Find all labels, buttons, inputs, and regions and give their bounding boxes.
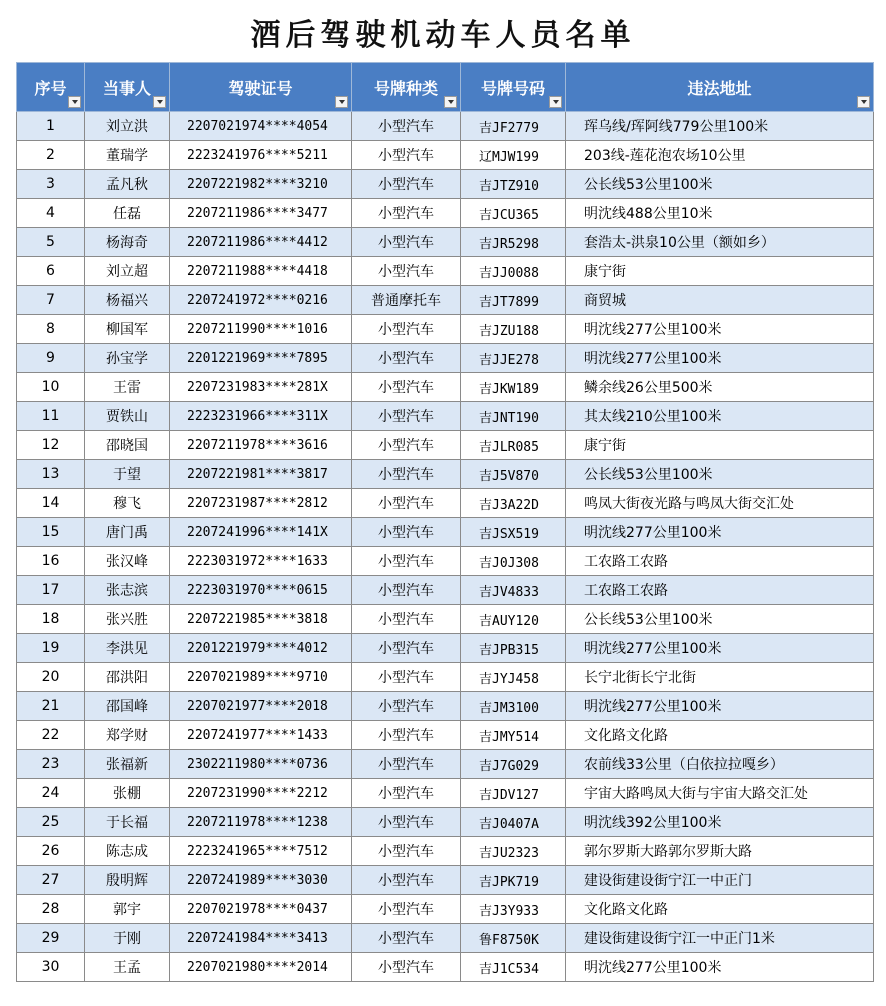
cell-plate-number: 吉JTZ910: [461, 170, 566, 199]
cell-seq: 30: [17, 953, 85, 982]
table-row: [17, 953, 874, 982]
cell-address: 明沈线392公里100米: [566, 808, 874, 837]
table-row: [17, 402, 874, 431]
cell-seq: 25: [17, 808, 85, 837]
column-header-license: [170, 63, 352, 112]
cell-license: 2207211988****4418: [170, 257, 352, 286]
cell-seq: 23: [17, 750, 85, 779]
cell-plate-type: 小型汽车: [352, 750, 461, 779]
column-header-plate-number: [461, 63, 566, 112]
cell-address: 长宁北街长宁北街: [566, 663, 874, 692]
table-row: [17, 837, 874, 866]
table-body: [17, 112, 874, 982]
cell-plate-type: 小型汽车: [352, 634, 461, 663]
table-row: [17, 576, 874, 605]
table-row: [17, 547, 874, 576]
cell-plate-number: 吉JSX519: [461, 518, 566, 547]
cell-plate-type: 小型汽车: [352, 170, 461, 199]
table-row: [17, 721, 874, 750]
cell-seq: 29: [17, 924, 85, 953]
cell-plate-type: 小型汽车: [352, 663, 461, 692]
cell-party: 穆飞: [85, 489, 170, 518]
cell-license: 2201221969****7895: [170, 344, 352, 373]
table-row: [17, 257, 874, 286]
cell-plate-number: 吉AUY120: [461, 605, 566, 634]
cell-address: 建设街建设街宁江一中正门: [566, 866, 874, 895]
cell-address: 其太线210公里100米: [566, 402, 874, 431]
cell-seq: 22: [17, 721, 85, 750]
cell-plate-number: 吉J7G029: [461, 750, 566, 779]
cell-license: 2207021978****0437: [170, 895, 352, 924]
column-header-label: 驾驶证号: [228, 78, 293, 98]
cell-plate-type: 小型汽车: [352, 344, 461, 373]
cell-plate-type: 小型汽车: [352, 895, 461, 924]
cell-seq: 12: [17, 431, 85, 460]
cell-plate-type: 小型汽车: [352, 692, 461, 721]
cell-license: 2223241976****5211: [170, 141, 352, 170]
column-header-address: [566, 63, 874, 112]
cell-address: 套浩太-洪泉10公里（额如乡）: [566, 228, 874, 257]
cell-plate-type: 小型汽车: [352, 315, 461, 344]
cell-plate-type: 小型汽车: [352, 605, 461, 634]
cell-plate-number: 吉JJ0088: [461, 257, 566, 286]
cell-license: 2207231987****2812: [170, 489, 352, 518]
cell-party: 贾铁山: [85, 402, 170, 431]
cell-plate-type: 小型汽车: [352, 866, 461, 895]
cell-party: 张福新: [85, 750, 170, 779]
cell-plate-type: 小型汽车: [352, 489, 461, 518]
cell-party: 唐门禹: [85, 518, 170, 547]
cell-party: 郭宇: [85, 895, 170, 924]
table-row: [17, 141, 874, 170]
cell-seq: 3: [17, 170, 85, 199]
cell-license: 2207211986****4412: [170, 228, 352, 257]
cell-plate-number: 吉JCU365: [461, 199, 566, 228]
cell-party: 于刚: [85, 924, 170, 953]
table-row: [17, 605, 874, 634]
cell-party: 殷明辉: [85, 866, 170, 895]
cell-plate-type: 小型汽车: [352, 141, 461, 170]
cell-party: 王孟: [85, 953, 170, 982]
cell-license: 2302211980****0736: [170, 750, 352, 779]
cell-party: 邵洪阳: [85, 663, 170, 692]
cell-license: 2223231966****311X: [170, 402, 352, 431]
cell-plate-number: 吉JPK719: [461, 866, 566, 895]
cell-plate-number: 吉JT7899: [461, 286, 566, 315]
cell-license: 2207241984****3413: [170, 924, 352, 953]
table-row: [17, 692, 874, 721]
cell-party: 邵国峰: [85, 692, 170, 721]
cell-license: 2207241989****3030: [170, 866, 352, 895]
cell-address: 明沈线277公里100米: [566, 953, 874, 982]
cell-party: 孙宝学: [85, 344, 170, 373]
cell-address: 明沈线277公里100米: [566, 518, 874, 547]
cell-plate-number: 吉JMY514: [461, 721, 566, 750]
cell-seq: 4: [17, 199, 85, 228]
table-row: [17, 518, 874, 547]
cell-seq: 1: [17, 112, 85, 141]
table-row: [17, 634, 874, 663]
cell-seq: 11: [17, 402, 85, 431]
cell-seq: 26: [17, 837, 85, 866]
table-row: [17, 895, 874, 924]
cell-address: 明沈线277公里100米: [566, 692, 874, 721]
cell-address: 建设街建设街宁江一中正门1米: [566, 924, 874, 953]
cell-license: 2207211990****1016: [170, 315, 352, 344]
cell-party: 杨福兴: [85, 286, 170, 315]
column-header-label: 违法地址: [687, 78, 752, 98]
cell-license: 2207021989****9710: [170, 663, 352, 692]
cell-plate-number: 吉J0J308: [461, 547, 566, 576]
cell-address: 宇宙大路鸣凤大街与宇宙大路交汇处: [566, 779, 874, 808]
cell-plate-number: 吉JNT190: [461, 402, 566, 431]
cell-party: 柳国军: [85, 315, 170, 344]
cell-plate-number: 吉J0407A: [461, 808, 566, 837]
cell-party: 于长福: [85, 808, 170, 837]
cell-address: 郭尔罗斯大路郭尔罗斯大路: [566, 837, 874, 866]
cell-party: 刘立超: [85, 257, 170, 286]
table-row: [17, 344, 874, 373]
cell-party: 任磊: [85, 199, 170, 228]
cell-seq: 9: [17, 344, 85, 373]
cell-address: 鸣凤大街夜光路与鸣凤大街交汇处: [566, 489, 874, 518]
cell-address: 203线-莲花泡农场10公里: [566, 141, 874, 170]
table-row: [17, 199, 874, 228]
cell-plate-number: 吉JV4833: [461, 576, 566, 605]
cell-license: 2207231983****281X: [170, 373, 352, 402]
cell-seq: 13: [17, 460, 85, 489]
cell-address: 商贸城: [566, 286, 874, 315]
cell-seq: 20: [17, 663, 85, 692]
cell-plate-number: 吉JYJ458: [461, 663, 566, 692]
cell-plate-number: 吉JDV127: [461, 779, 566, 808]
cell-party: 于望: [85, 460, 170, 489]
cell-address: 康宁街: [566, 431, 874, 460]
cell-seq: 2: [17, 141, 85, 170]
filter-dropdown-icon[interactable]: [68, 96, 81, 108]
cell-license: 2207221985****3818: [170, 605, 352, 634]
cell-seq: 5: [17, 228, 85, 257]
cell-party: 王雷: [85, 373, 170, 402]
cell-address: 公长线53公里100米: [566, 170, 874, 199]
cell-plate-number: 吉JJE278: [461, 344, 566, 373]
cell-license: 2207241977****1433: [170, 721, 352, 750]
table-row: [17, 228, 874, 257]
column-header-plate-type: [352, 63, 461, 112]
filter-dropdown-icon[interactable]: [335, 96, 348, 108]
cell-plate-type: 小型汽车: [352, 837, 461, 866]
cell-party: 杨海奇: [85, 228, 170, 257]
column-header-label: 号牌种类: [373, 78, 438, 98]
cell-license: 2207211986****3477: [170, 199, 352, 228]
cell-party: 李洪见: [85, 634, 170, 663]
cell-license: 2207211978****3616: [170, 431, 352, 460]
table-row: [17, 866, 874, 895]
cell-plate-type: 小型汽车: [352, 808, 461, 837]
cell-license: 2207021980****2014: [170, 953, 352, 982]
cell-license: 2207021977****2018: [170, 692, 352, 721]
cell-address: 公长线53公里100米: [566, 460, 874, 489]
cell-party: 张棚: [85, 779, 170, 808]
column-header-seq: [17, 63, 85, 112]
cell-plate-number: 吉J5V870: [461, 460, 566, 489]
cell-plate-type: 小型汽车: [352, 460, 461, 489]
cell-license: 2207021974****4054: [170, 112, 352, 141]
cell-seq: 19: [17, 634, 85, 663]
cell-plate-type: 小型汽车: [352, 228, 461, 257]
table-row: [17, 431, 874, 460]
cell-seq: 14: [17, 489, 85, 518]
cell-address: 工农路工农路: [566, 547, 874, 576]
table-row: [17, 112, 874, 141]
cell-plate-type: 小型汽车: [352, 112, 461, 141]
cell-license: 2207241996****141X: [170, 518, 352, 547]
cell-seq: 10: [17, 373, 85, 402]
cell-plate-number: 吉JM3100: [461, 692, 566, 721]
column-header-label: 当事人: [102, 78, 151, 98]
cell-plate-number: 吉J3A22D: [461, 489, 566, 518]
cell-license: 2201221979****4012: [170, 634, 352, 663]
cell-plate-type: 小型汽车: [352, 721, 461, 750]
cell-plate-number: 吉JF2779: [461, 112, 566, 141]
cell-address: 工农路工农路: [566, 576, 874, 605]
cell-plate-type: 小型汽车: [352, 953, 461, 982]
cell-license: 2207221982****3210: [170, 170, 352, 199]
cell-plate-type: 小型汽车: [352, 547, 461, 576]
cell-plate-type: 小型汽车: [352, 199, 461, 228]
cell-plate-type: 小型汽车: [352, 257, 461, 286]
cell-license: 2207211978****1238: [170, 808, 352, 837]
cell-address: 珲乌线/珲阿线779公里100米: [566, 112, 874, 141]
page-title: 酒后驾驶机动车人员名单: [250, 18, 636, 53]
table-row: [17, 663, 874, 692]
header-row: [17, 63, 874, 112]
filter-dropdown-icon[interactable]: [549, 96, 562, 108]
cell-address: 文化路文化路: [566, 895, 874, 924]
cell-license: 2223031972****1633: [170, 547, 352, 576]
cell-plate-type: 小型汽车: [352, 779, 461, 808]
cell-seq: 6: [17, 257, 85, 286]
filter-dropdown-icon[interactable]: [857, 96, 870, 108]
cell-address: 农前线33公里（白依拉拉嘎乡）: [566, 750, 874, 779]
cell-plate-number: 吉J1C534: [461, 953, 566, 982]
cell-seq: 24: [17, 779, 85, 808]
cell-plate-number: 吉JKW189: [461, 373, 566, 402]
column-header-label: 号牌号码: [480, 78, 545, 98]
cell-plate-type: 小型汽车: [352, 402, 461, 431]
offender-table: [16, 62, 874, 982]
table-row: [17, 808, 874, 837]
cell-address: 明沈线277公里100米: [566, 315, 874, 344]
cell-party: 张兴胜: [85, 605, 170, 634]
cell-plate-number: 鲁F8750K: [461, 924, 566, 953]
cell-plate-number: 吉JLR085: [461, 431, 566, 460]
cell-party: 孟凡秋: [85, 170, 170, 199]
cell-address: 康宁街: [566, 257, 874, 286]
cell-license: 2223031970****0615: [170, 576, 352, 605]
cell-seq: 17: [17, 576, 85, 605]
cell-plate-number: 辽MJW199: [461, 141, 566, 170]
cell-party: 董瑞学: [85, 141, 170, 170]
table-row: [17, 286, 874, 315]
cell-plate-type: 小型汽车: [352, 924, 461, 953]
cell-seq: 28: [17, 895, 85, 924]
cell-plate-number: 吉JPB315: [461, 634, 566, 663]
cell-seq: 15: [17, 518, 85, 547]
cell-address: 明沈线277公里100米: [566, 344, 874, 373]
cell-party: 陈志成: [85, 837, 170, 866]
cell-plate-type: 小型汽车: [352, 373, 461, 402]
table-row: [17, 373, 874, 402]
table-row: [17, 489, 874, 518]
cell-address: 明沈线277公里100米: [566, 634, 874, 663]
cell-party: 刘立洪: [85, 112, 170, 141]
cell-seq: 27: [17, 866, 85, 895]
table-row: [17, 315, 874, 344]
cell-party: 邵晓国: [85, 431, 170, 460]
cell-party: 张志滨: [85, 576, 170, 605]
table-row: [17, 924, 874, 953]
cell-plate-type: 小型汽车: [352, 518, 461, 547]
cell-address: 鳞余线26公里500米: [566, 373, 874, 402]
cell-address: 文化路文化路: [566, 721, 874, 750]
cell-seq: 8: [17, 315, 85, 344]
cell-license: 2223241965****7512: [170, 837, 352, 866]
cell-address: 明沈线488公里10米: [566, 199, 874, 228]
cell-plate-number: 吉JU2323: [461, 837, 566, 866]
cell-plate-type: 小型汽车: [352, 431, 461, 460]
cell-party: 张汉峰: [85, 547, 170, 576]
table-row: [17, 170, 874, 199]
cell-plate-number: 吉J3Y933: [461, 895, 566, 924]
cell-address: 公长线53公里100米: [566, 605, 874, 634]
column-header-party: [85, 63, 170, 112]
cell-party: 郑学财: [85, 721, 170, 750]
cell-seq: 7: [17, 286, 85, 315]
filter-dropdown-icon[interactable]: [444, 96, 457, 108]
cell-plate-type: 普通摩托车: [352, 286, 461, 315]
table-row: [17, 460, 874, 489]
cell-license: 2207241972****0216: [170, 286, 352, 315]
cell-license: 2207231990****2212: [170, 779, 352, 808]
cell-plate-number: 吉JR5298: [461, 228, 566, 257]
cell-plate-type: 小型汽车: [352, 576, 461, 605]
column-header-label: 序号: [34, 78, 67, 98]
cell-seq: 18: [17, 605, 85, 634]
cell-seq: 21: [17, 692, 85, 721]
table-row: [17, 779, 874, 808]
cell-license: 2207221981****3817: [170, 460, 352, 489]
table-row: [17, 750, 874, 779]
cell-seq: 16: [17, 547, 85, 576]
cell-plate-number: 吉JZU188: [461, 315, 566, 344]
filter-dropdown-icon[interactable]: [153, 96, 166, 108]
